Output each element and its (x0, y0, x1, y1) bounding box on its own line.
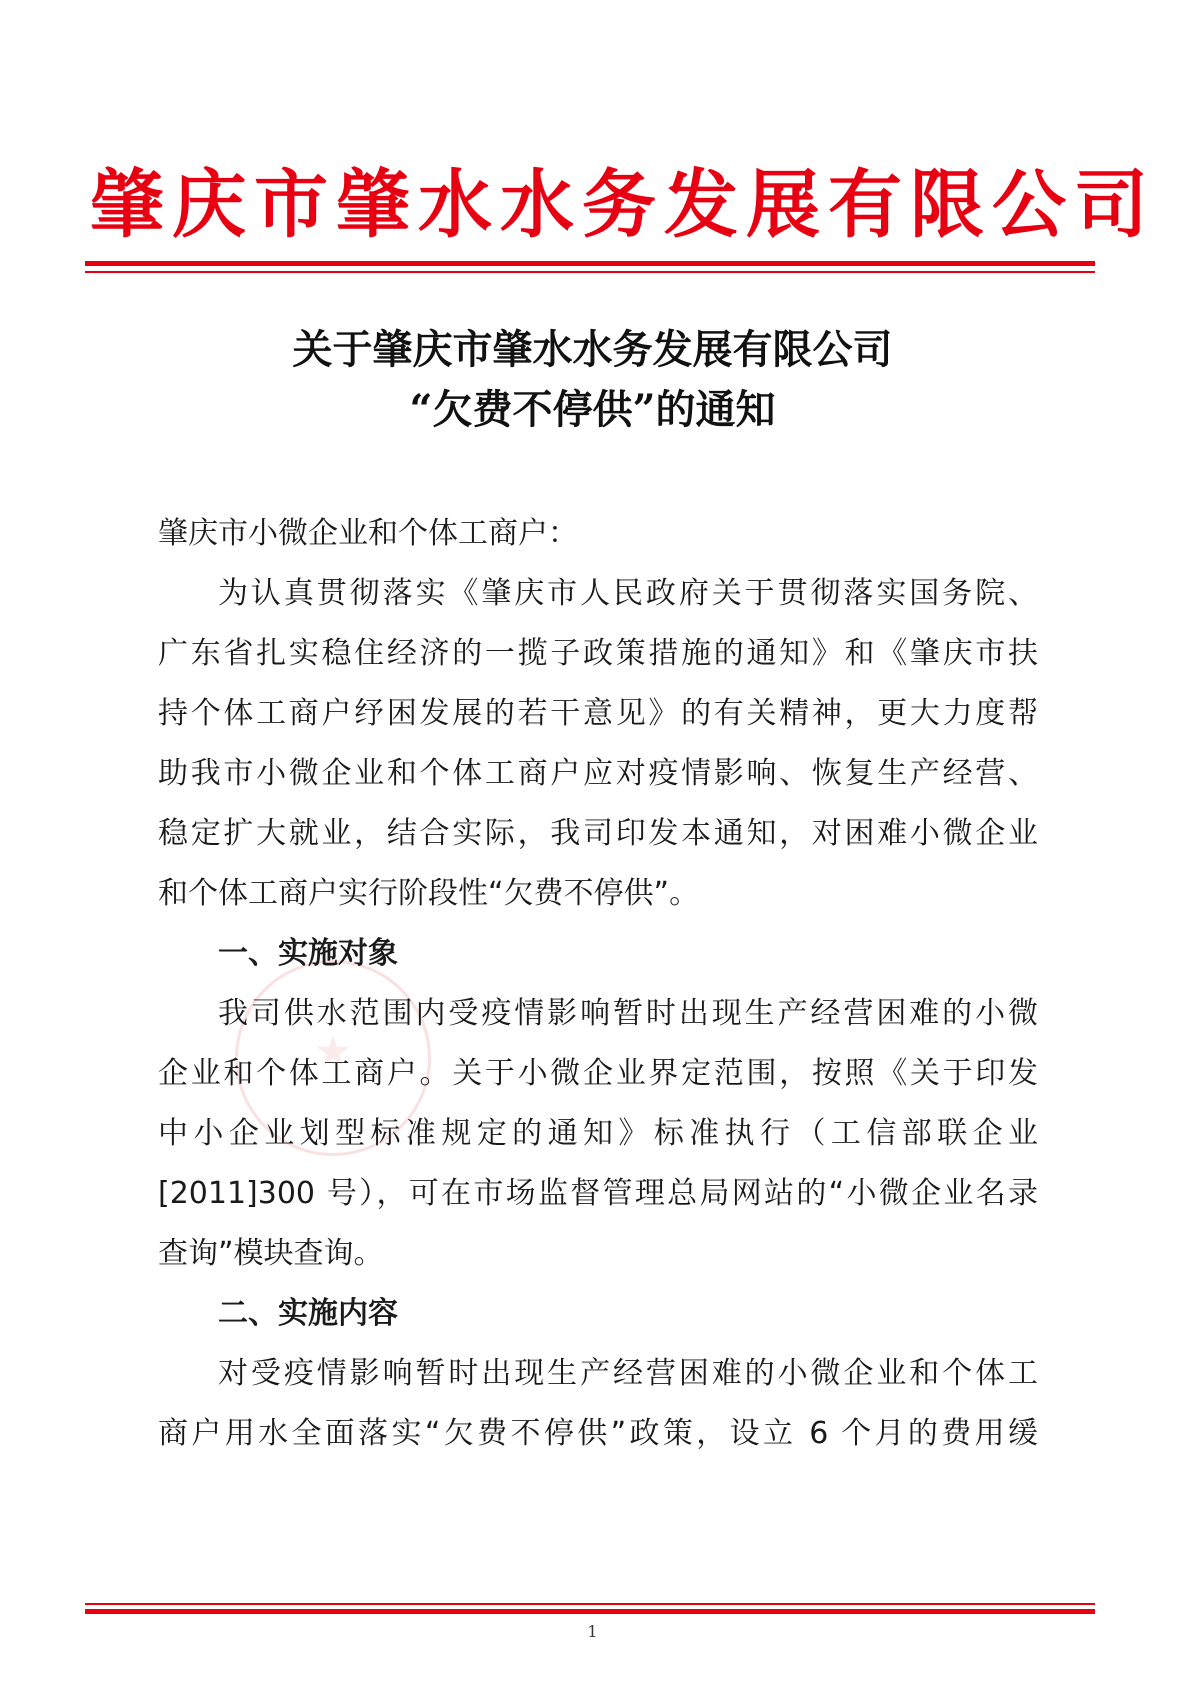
letterhead-rule-bottom (85, 271, 1095, 273)
paragraph-1-line: 和个体工商户实行阶段性“欠费不停供”。 (158, 876, 700, 911)
paragraph-2-line: 企业和个体工商户。关于小微企业界定范围，按照《关于印发 (158, 1056, 1038, 1091)
document-title-line-1: 关于肇庆市肇水水务发展有限公司 (292, 326, 893, 373)
paragraph-1-line: 持个体工商户纾困发展的若干意见》的有关精神，更大力度帮 (158, 696, 1038, 731)
footer-rule-top (85, 1603, 1095, 1605)
paragraph-2-line: 中小企业划型标准规定的通知》标准执行（工信部联企业 (158, 1116, 1038, 1151)
footer-rule-bottom (85, 1609, 1095, 1614)
letterhead-rule-top (85, 261, 1095, 266)
letterhead-org-name: 肇庆市肇水水务发展有限公司 (90, 162, 1156, 248)
paragraph-1-line: 稳定扩大就业，结合实际，我司印发本通知，对困难小微企业 (158, 816, 1038, 851)
paragraph-2-line: 查询”模块查询。 (158, 1236, 384, 1271)
paragraph-3-line: 商户用水全面落实“欠费不停供”政策，设立 6 个月的费用缓 (158, 1416, 1038, 1451)
section-1-heading: 一、实施对象 (218, 936, 398, 971)
section-2-heading: 二、实施内容 (218, 1296, 398, 1331)
paragraph-1-line: 广东省扎实稳住经济的一揽子政策措施的通知》和《肇庆市扶 (158, 636, 1038, 671)
document-title-line-2: “欠费不停供”的通知 (409, 386, 776, 433)
paragraph-3-line: 对受疫情影响暂时出现生产经营困难的小微企业和个体工 (218, 1356, 1038, 1391)
paragraph-1-line: 为认真贯彻落实《肇庆市人民政府关于贯彻落实国务院、 (218, 576, 1038, 611)
paragraph-2-line: 我司供水范围内受疫情影响暂时出现生产经营困难的小微 (218, 996, 1038, 1031)
salutation: 肇庆市小微企业和个体工商户： (158, 516, 578, 551)
page-number: 1 (587, 1622, 598, 1641)
paragraph-1-line: 助我市小微企业和个体工商户应对疫情影响、恢复生产经营、 (158, 756, 1038, 791)
paragraph-2-line: [2011]300 号），可在市场监督管理总局网站的“小微企业名录 (158, 1176, 1038, 1211)
document-body (158, 504, 1038, 1464)
